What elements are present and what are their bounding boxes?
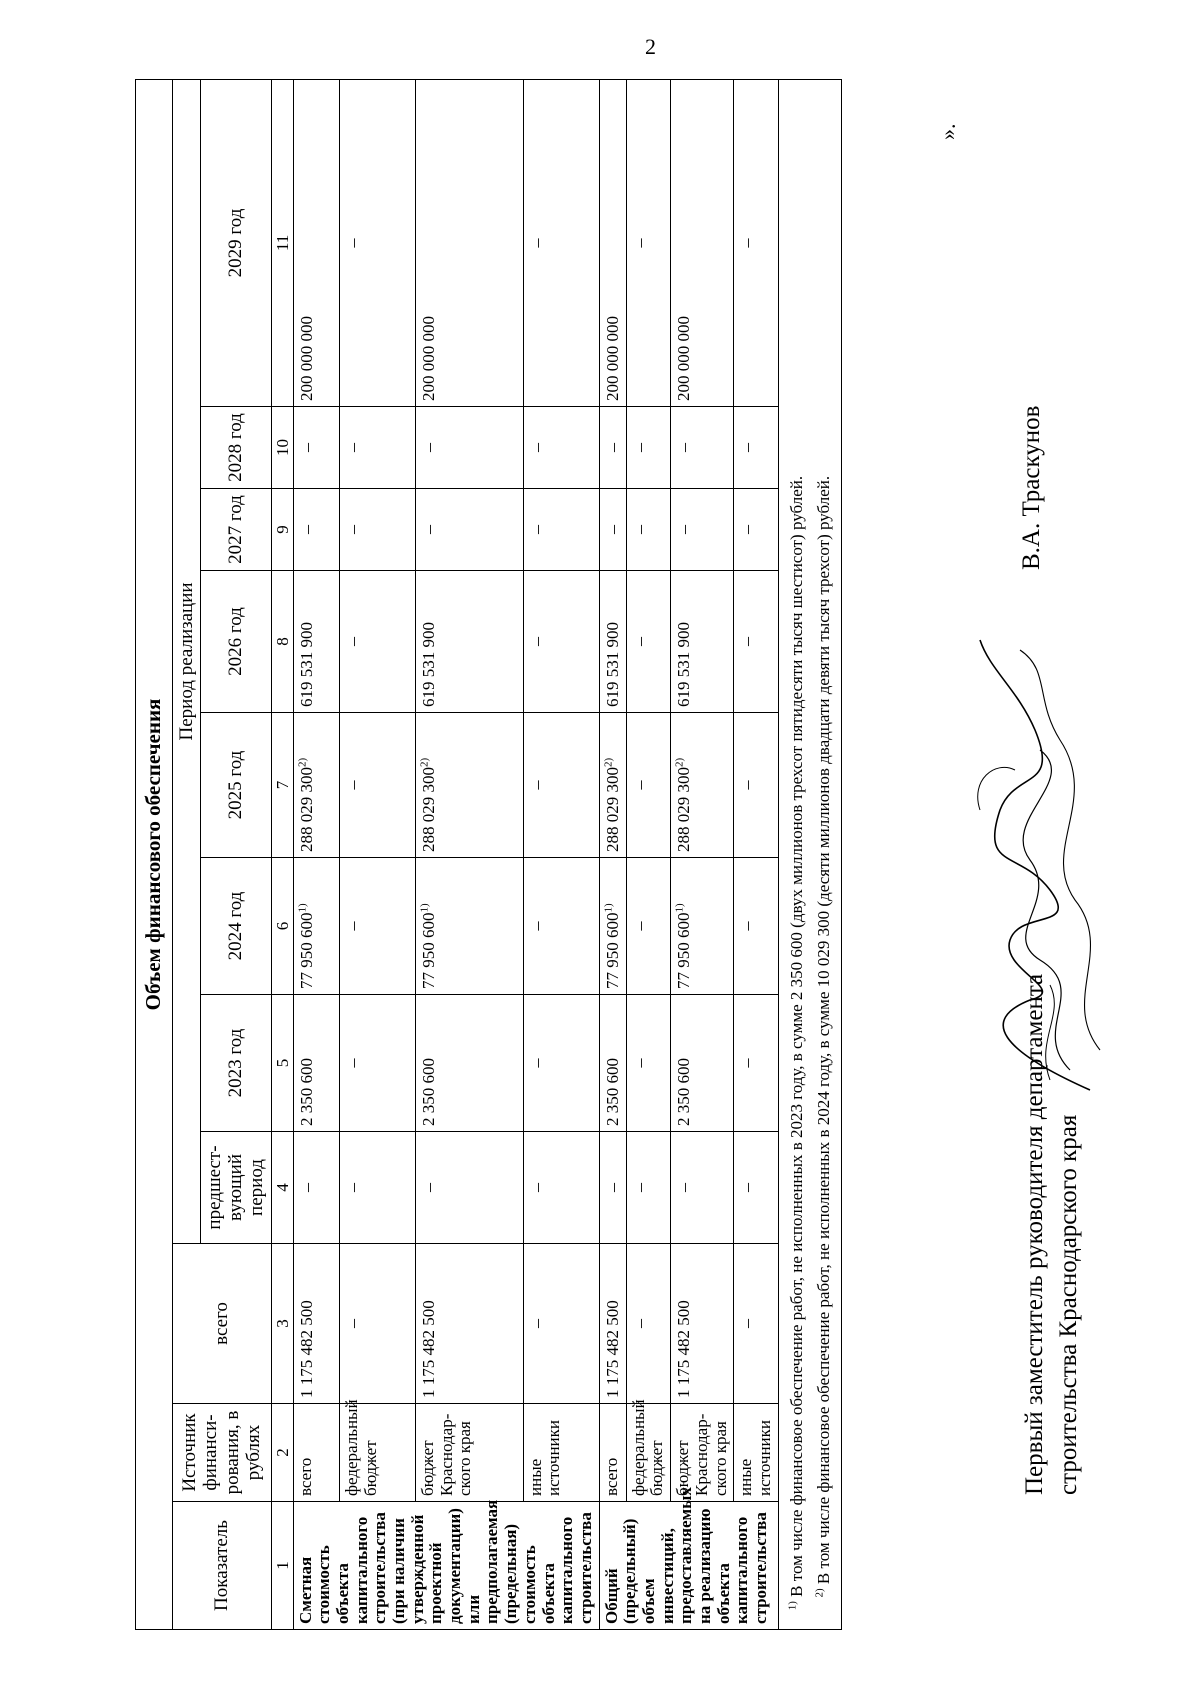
value-cell-total [293, 1244, 339, 1404]
cell-value: – [343, 921, 364, 931]
footnote-ref: 1) [295, 903, 308, 913]
cell-value: – [343, 238, 364, 248]
header-2026: 2026 год [200, 571, 271, 713]
page-number: 2 [645, 34, 656, 59]
cell-value: 1 175 482 500 [296, 1300, 316, 1398]
header-total: всего [172, 1244, 271, 1404]
cell-value: – [629, 780, 650, 790]
cell-value: – [629, 1183, 650, 1192]
value-cell-y2025 [599, 713, 626, 858]
financing-table [135, 79, 842, 1630]
cell-value: – [737, 637, 758, 646]
footnote-ref: 2) [673, 757, 686, 767]
column-number: 10 [271, 407, 293, 489]
value-cell-y2027 [415, 489, 523, 571]
cell-value: – [343, 780, 364, 790]
value-cell-y2029 [626, 79, 670, 406]
table-row [599, 79, 626, 1629]
cell-value: 619 531 900 [418, 622, 438, 707]
header-2025: 2025 год [200, 713, 271, 858]
table-row [671, 79, 734, 1629]
value-cell-y2023 [599, 995, 626, 1132]
column-number: 6 [271, 858, 293, 995]
value-cell-total [734, 1244, 778, 1404]
value-cell-y2027 [523, 489, 599, 571]
footnote-ref: 2) [295, 757, 308, 767]
value-cell-y2029 [415, 79, 523, 406]
cell-value: 77 950 600 [602, 912, 622, 989]
cell-value: – [674, 443, 695, 452]
column-number: 1 [271, 1502, 293, 1630]
cell-value: – [526, 1319, 547, 1328]
value-cell-y2023 [734, 995, 778, 1132]
value-cell-y2025 [671, 713, 734, 858]
value-cell-y2025 [340, 713, 416, 858]
value-cell-y2025 [523, 713, 599, 858]
value-cell-y2027 [626, 489, 670, 571]
value-cell-y2023 [626, 995, 670, 1132]
source-cell: бюджет Краснодар-ского края [671, 1404, 734, 1502]
value-cell-y2026 [523, 571, 599, 713]
value-cell-prev [415, 1132, 523, 1244]
footnotes [778, 79, 841, 1629]
value-cell-y2024 [734, 858, 778, 995]
signer-title-line: строительства Краснодарского края [1054, 1114, 1082, 1495]
cell-value: 2 350 600 [674, 1058, 694, 1126]
value-cell-y2026 [293, 571, 339, 713]
value-cell-y2029 [523, 79, 599, 406]
header-2024: 2024 год [200, 858, 271, 995]
cell-value: – [418, 525, 439, 534]
value-cell-y2025 [734, 713, 778, 858]
cell-value: 77 950 600 [418, 912, 438, 989]
cell-value: – [737, 443, 758, 452]
cell-value: 200 000 000 [602, 316, 622, 401]
header-2029: 2029 год [200, 79, 271, 406]
cell-value: 77 950 600 [296, 912, 316, 989]
value-cell-y2029 [340, 79, 416, 406]
footnote-ref: 1) [673, 903, 686, 913]
source-cell: иные источники [523, 1404, 599, 1502]
cell-value: – [737, 238, 758, 248]
cell-value: – [602, 525, 623, 534]
value-cell-y2023 [415, 995, 523, 1132]
value-cell-y2026 [340, 571, 416, 713]
cell-value: 2 350 600 [602, 1058, 622, 1126]
cell-value: – [296, 525, 317, 534]
footnote-mark: 2) [813, 1588, 826, 1598]
signature-block [1000, 80, 1130, 1630]
value-cell-prev [293, 1132, 339, 1244]
value-cell-total [626, 1244, 670, 1404]
footnote-ref: 1) [601, 903, 614, 913]
cell-value: 2 350 600 [296, 1058, 316, 1126]
value-cell-y2023 [671, 995, 734, 1132]
header-2027: 2027 год [200, 489, 271, 571]
table-row [734, 79, 778, 1629]
value-cell-y2026 [626, 571, 670, 713]
value-cell-y2028 [671, 407, 734, 489]
value-cell-y2024 [671, 858, 734, 995]
value-cell-prev [599, 1132, 626, 1244]
cell-value: – [737, 780, 758, 790]
cell-value: – [674, 525, 695, 534]
table-caption: Объем финансового обеспечения [136, 79, 173, 1629]
value-cell-total [671, 1244, 734, 1404]
footnote-ref: 1) [418, 903, 431, 913]
value-cell-y2024 [340, 858, 416, 995]
value-cell-y2023 [293, 995, 339, 1132]
signer-name: В.А. Траскунов [1018, 405, 1045, 570]
value-cell-y2027 [671, 489, 734, 571]
value-cell-y2028 [340, 407, 416, 489]
cell-value: 77 950 600 [674, 912, 694, 989]
table-row [340, 79, 416, 1629]
cell-value: – [737, 1058, 758, 1068]
cell-value: – [629, 238, 650, 248]
value-cell-y2026 [599, 571, 626, 713]
cell-value: – [737, 1319, 758, 1328]
cell-value: – [343, 637, 364, 646]
cell-value: 619 531 900 [602, 622, 622, 707]
value-cell-y2028 [415, 407, 523, 489]
cell-value: – [602, 1183, 623, 1192]
cell-value: 619 531 900 [296, 622, 316, 707]
value-cell-y2026 [671, 571, 734, 713]
value-cell-y2027 [340, 489, 416, 571]
column-number: 7 [271, 713, 293, 858]
value-cell-y2029 [599, 79, 626, 406]
cell-value: – [629, 921, 650, 931]
column-number: 9 [271, 489, 293, 571]
cell-value: – [629, 1319, 650, 1328]
closing-quote: ». [935, 123, 960, 140]
cell-value: – [737, 921, 758, 931]
column-number: 5 [271, 995, 293, 1132]
cell-value: – [737, 525, 758, 534]
value-cell-y2024 [626, 858, 670, 995]
cell-value: – [343, 525, 364, 534]
column-number: 3 [271, 1244, 293, 1404]
signer-title-line: Первый заместитель руководителя департамента [1021, 973, 1048, 1495]
value-cell-y2027 [293, 489, 339, 571]
value-cell-total [415, 1244, 523, 1404]
cell-value: – [343, 1319, 364, 1328]
cell-value: – [418, 1183, 439, 1192]
source-cell: всего [599, 1404, 626, 1502]
column-number: 11 [271, 79, 293, 406]
cell-value: – [674, 1183, 695, 1192]
table-row [626, 79, 670, 1629]
cell-value: – [629, 1058, 650, 1068]
value-cell-y2024 [599, 858, 626, 995]
cell-value: 2 350 600 [418, 1058, 438, 1126]
value-cell-y2023 [340, 995, 416, 1132]
cell-value: – [737, 1183, 758, 1192]
header-prev-period: предшест-вующий период [200, 1132, 271, 1244]
cell-value: – [629, 525, 650, 534]
cell-value: 288 029 300 [418, 767, 438, 852]
source-cell: всего [293, 1404, 339, 1502]
cell-value: – [526, 637, 547, 646]
value-cell-total [523, 1244, 599, 1404]
table-row [293, 79, 339, 1629]
cell-value: 288 029 300 [602, 767, 622, 852]
value-cell-y2026 [734, 571, 778, 713]
cell-value: – [526, 443, 547, 452]
table-row [415, 79, 523, 1629]
value-cell-y2029 [293, 79, 339, 406]
cell-value: – [296, 1183, 317, 1192]
value-cell-prev [523, 1132, 599, 1244]
column-number: 4 [271, 1132, 293, 1244]
cell-value: – [296, 443, 317, 452]
cell-value: – [343, 1183, 364, 1192]
column-number-row [271, 79, 293, 1629]
cell-value: – [526, 238, 547, 248]
value-cell-y2027 [599, 489, 626, 571]
value-cell-y2025 [415, 713, 523, 858]
indicator-cell: Общий (предельный) объем инвестиций, предоставляемых на реализацию объекта капитального строительства [599, 1502, 778, 1630]
value-cell-y2028 [599, 407, 626, 489]
footnote-text: В том числе финансовое обеспечение работ, не исполненных в 2023 году, в сумме 2 350 600 (двух миллионов трехсот пятидесяти тысяч шестисот) рублей. [786, 475, 806, 1597]
cell-value: – [526, 780, 547, 790]
cell-value: 1 175 482 500 [602, 1300, 622, 1398]
cell-value: – [629, 637, 650, 646]
cell-value: – [343, 443, 364, 452]
footnote-2 [810, 86, 837, 1623]
value-cell-total [340, 1244, 416, 1404]
footnote-mark: 1) [785, 1601, 798, 1611]
cell-value: – [526, 525, 547, 534]
value-cell-y2026 [415, 571, 523, 713]
cell-value: – [343, 1058, 364, 1068]
cell-value: 619 531 900 [674, 622, 694, 707]
value-cell-y2028 [626, 407, 670, 489]
document-landscape-content [135, 80, 1135, 1630]
cell-value: 200 000 000 [674, 316, 694, 401]
footnote-ref: 2) [601, 757, 614, 767]
table-body [293, 79, 778, 1629]
source-cell: федеральный бюджет [340, 1404, 416, 1502]
indicator-cell: Сметная стоимость объекта капитального строительства (при наличии утвержденной проектной документации) или предполагаемая (предельная) стоимость объекта капитального строительства [293, 1502, 599, 1630]
cell-value: – [602, 443, 623, 452]
value-cell-y2023 [523, 995, 599, 1132]
value-cell-y2028 [523, 407, 599, 489]
cell-value: 288 029 300 [296, 767, 316, 852]
cell-value: – [418, 443, 439, 452]
footnote-ref: 2) [418, 757, 431, 767]
value-cell-y2024 [293, 858, 339, 995]
source-cell: федеральный бюджет [626, 1404, 670, 1502]
value-cell-y2028 [293, 407, 339, 489]
cell-value: – [526, 1183, 547, 1192]
value-cell-y2024 [523, 858, 599, 995]
footnote-text: В том числе финансовое обеспечение работ, не исполненных в 2024 году, в сумме 10 029 300 (десяти миллионов двадцати девяти тысяч трехсот) рублей. [813, 475, 833, 1585]
header-indicator: Показатель [172, 1502, 271, 1630]
value-cell-y2028 [734, 407, 778, 489]
cell-value: 288 029 300 [674, 767, 694, 852]
cell-value: – [526, 1058, 547, 1068]
cell-value: – [526, 921, 547, 931]
header-source: Источник финанси-рования, в рублях [172, 1404, 271, 1502]
handwritten-signature [940, 630, 1140, 1110]
value-cell-prev [671, 1132, 734, 1244]
value-cell-y2029 [734, 79, 778, 406]
value-cell-prev [340, 1132, 416, 1244]
column-number: 2 [271, 1404, 293, 1502]
header-2028: 2028 год [200, 407, 271, 489]
source-cell: бюджет Краснодар-ского края [415, 1404, 523, 1502]
value-cell-y2029 [671, 79, 734, 406]
value-cell-prev [734, 1132, 778, 1244]
value-cell-y2024 [415, 858, 523, 995]
value-cell-y2025 [626, 713, 670, 858]
header-2023: 2023 год [200, 995, 271, 1132]
value-cell-prev [626, 1132, 670, 1244]
footnote-1 [783, 86, 810, 1623]
value-cell-total [599, 1244, 626, 1404]
header-period-group: Период реализации [172, 79, 200, 1243]
cell-value: 200 000 000 [418, 316, 438, 401]
cell-value: 1 175 482 500 [674, 1300, 694, 1398]
table-row [523, 79, 599, 1629]
cell-value: 200 000 000 [296, 316, 316, 401]
cell-value: – [629, 443, 650, 452]
value-cell-y2027 [734, 489, 778, 571]
cell-value: 1 175 482 500 [418, 1300, 438, 1398]
column-number: 8 [271, 571, 293, 713]
source-cell: иные источники [734, 1404, 778, 1502]
value-cell-y2025 [293, 713, 339, 858]
